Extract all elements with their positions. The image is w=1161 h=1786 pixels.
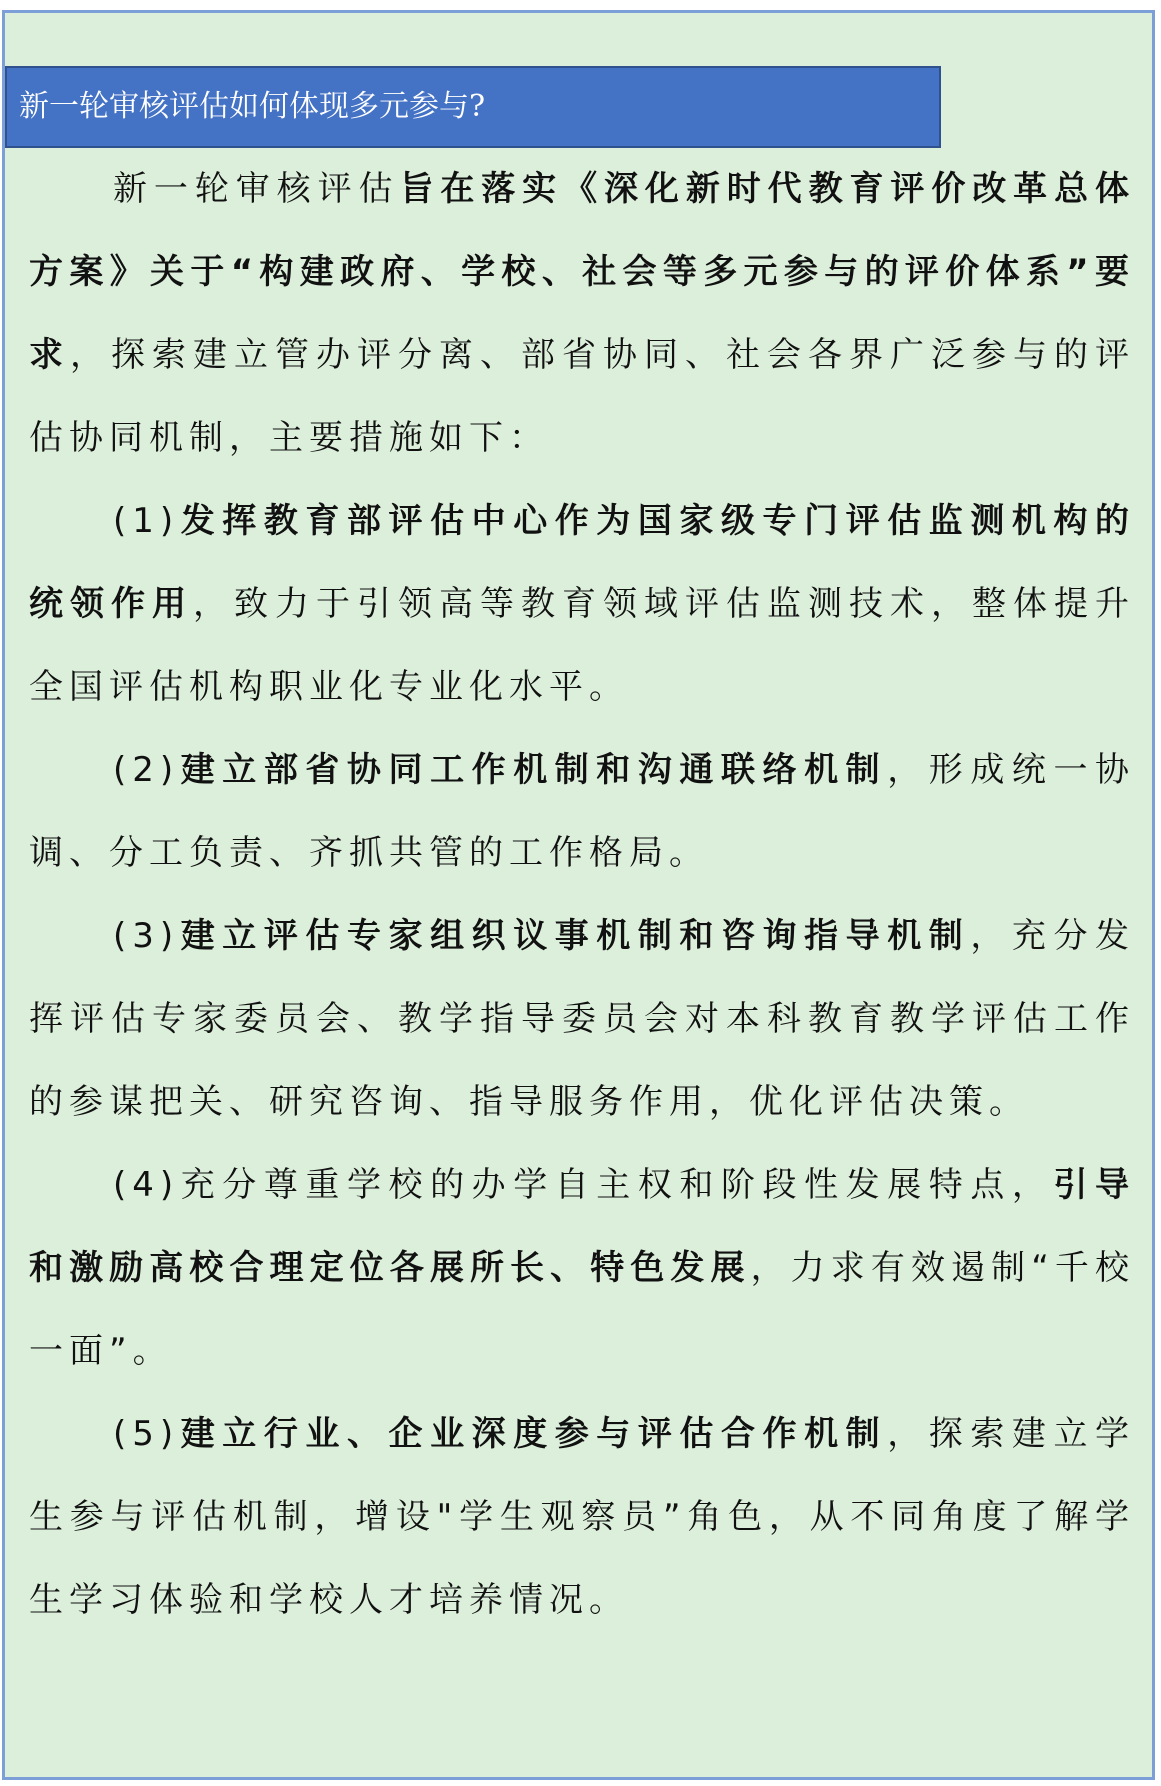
intro-paragraph [29, 148, 1135, 480]
intro-bold: 旨在落实《深化新时代教育评价改革总体方案》关于“构建政府、学校、社会等多元参与的评价体系”要求 [29, 169, 1136, 375]
measure-text: ，形成统一协调、分工负责、齐抓共管的工作格局。 [29, 750, 1136, 873]
measure-text: ，探索建立学生参与评估机制，增设"学生观察员”角色，从不同角度了解学生学习体验和学校人才培养情况。 [29, 1414, 1136, 1620]
measure-bold: 建立部省协同工作机制和沟通联络机制 [179, 750, 888, 790]
article-body [29, 148, 1135, 1642]
measure-number: (1) [113, 501, 180, 541]
measure-bold: 建立行业、企业深度参与评估合作机制 [179, 1414, 888, 1454]
measure-number: (4) [113, 1165, 180, 1205]
measure-bold: 发挥教育部评估中心作为国家级专门评估监测机构的统领作用 [29, 501, 1135, 624]
measure-text: ，致力于引领高等教育领域评估监测技术，整体提升全国评估机构职业化专业化水平。 [29, 584, 1135, 707]
measure-5 [29, 1393, 1135, 1642]
section-title: 新一轮审核评估如何体现多元参与? [5, 66, 941, 148]
measure-3 [29, 895, 1135, 1144]
measure-number: (5) [113, 1414, 180, 1454]
measure-number: (3) [113, 916, 180, 956]
measure-2 [29, 729, 1135, 895]
content-panel [2, 10, 1155, 1780]
measure-1 [29, 480, 1135, 729]
intro-text-1: 新一轮审核评估 [113, 169, 400, 209]
measure-number: (2) [113, 750, 180, 790]
measure-4 [29, 1144, 1135, 1393]
measure-bold: 建立评估专家组织议事机制和咨询指导机制 [179, 916, 971, 956]
measure-pre: 充分尊重学校的办学自主权和阶段性发展特点， [179, 1165, 1054, 1205]
measure-bold: 引导和激励高校合理定位各展所长、特色发展 [29, 1165, 1136, 1288]
intro-text-2: ，探索建立管办评分离、部省协同、社会各界广泛参与的评估协同机制，主要措施如下： [29, 335, 1135, 458]
measure-text: ，充分发挥评估专家委员会、教学指导委员会对本科教育教学评估工作的参谋把关、研究咨询、指导服务作用，优化评估决策。 [29, 916, 1136, 1122]
measure-text: ，力求有效遏制“千校一面”。 [29, 1248, 1135, 1371]
